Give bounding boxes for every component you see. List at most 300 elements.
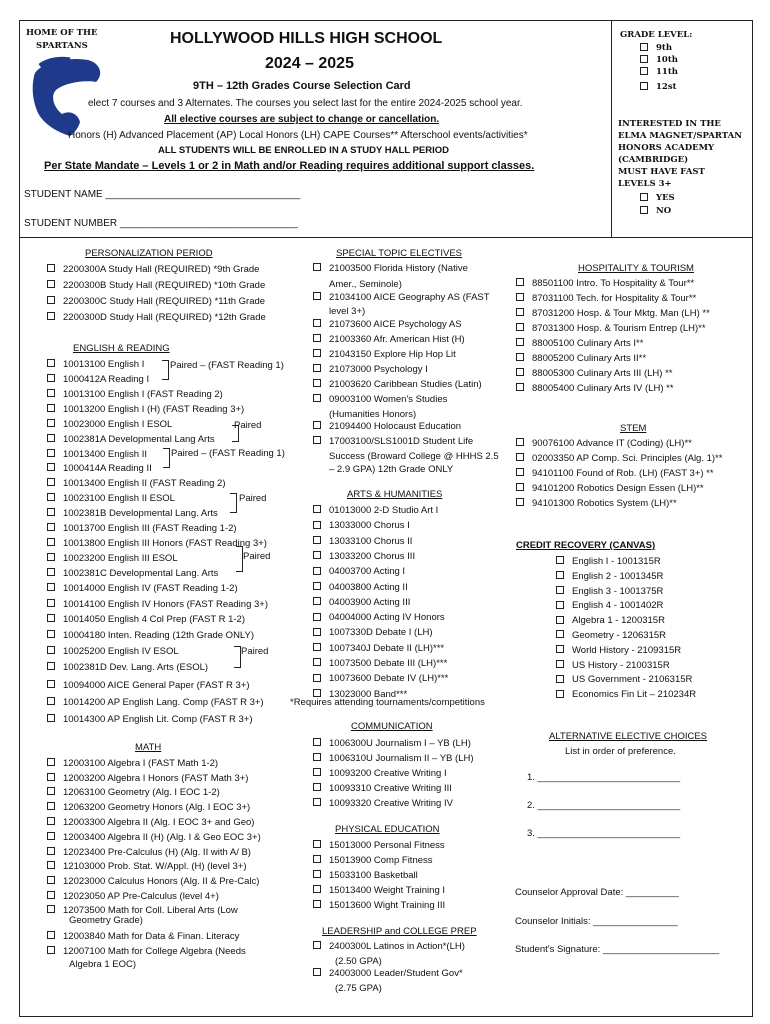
course-label: 10093200 Creative Writing I bbox=[329, 768, 447, 779]
english-course-item[interactable] bbox=[47, 680, 250, 691]
course-label: 1002381B Developmental Lang. Arts bbox=[63, 508, 218, 519]
credit-recovery-item[interactable] bbox=[556, 556, 661, 567]
checkbox-icon bbox=[47, 599, 55, 607]
special-topic-item bbox=[313, 279, 402, 290]
checkbox-icon bbox=[313, 521, 321, 529]
paired-note: Paired bbox=[239, 493, 267, 504]
special-topic-item[interactable] bbox=[313, 364, 428, 375]
checkbox-icon bbox=[313, 885, 321, 893]
hospitality-title: HOSPITALITY & TOURISM bbox=[578, 263, 694, 274]
magnet-interest-text bbox=[618, 118, 742, 190]
instructions-5: Per State Mandate – Levels 1 or 2 in Math and/or Reading requires additional support classes. bbox=[44, 160, 535, 172]
hospitality-course-item[interactable] bbox=[516, 383, 674, 394]
course-label: English 2 - 1001345R bbox=[572, 570, 664, 582]
instructions-1: elect 7 courses and 3 Alternates. The courses you select last for the entire 2024-2025 school year. bbox=[88, 98, 523, 109]
course-label: 88501100 Intro. To Hospitality & Tour** bbox=[532, 278, 695, 289]
paired-note: Paired bbox=[234, 420, 262, 431]
checkbox-icon bbox=[313, 421, 321, 429]
leadership-title: LEADERSHIP and COLLEGE PREP bbox=[322, 926, 477, 937]
checkbox-icon bbox=[313, 643, 321, 651]
checkbox-icon bbox=[47, 630, 55, 638]
interest-no[interactable]: NO bbox=[640, 206, 671, 216]
paired-bracket bbox=[230, 493, 237, 513]
english-course-item[interactable] bbox=[47, 538, 267, 549]
course-label: 13033200 Chorus III bbox=[329, 550, 416, 562]
course-label: level 3+) bbox=[329, 306, 366, 317]
checkbox-icon bbox=[313, 436, 321, 444]
course-label: 1000414A Reading II bbox=[63, 463, 152, 474]
course-label: 1000412A Reading I bbox=[63, 374, 150, 385]
checkbox-icon bbox=[313, 536, 321, 544]
course-label: 2200300B Study Hall (REQUIRED) *10th Grade bbox=[63, 280, 266, 291]
arts-course-item[interactable] bbox=[313, 643, 444, 654]
english-course-item[interactable] bbox=[47, 630, 254, 641]
home-of-spartans: HOME OF THE SPARTANS bbox=[26, 28, 98, 51]
checkbox-icon bbox=[313, 319, 321, 327]
school-name: HOLLYWOOD HILLS HIGH SCHOOL bbox=[170, 30, 443, 47]
course-label: 21094400 Holocaust Education bbox=[329, 421, 462, 432]
checkbox-icon bbox=[640, 206, 648, 214]
hospitality-course-item[interactable] bbox=[516, 368, 672, 379]
grade-option[interactable]: 11th bbox=[640, 67, 678, 77]
arts-course-item[interactable] bbox=[313, 520, 410, 531]
checkbox-icon bbox=[47, 697, 55, 705]
english-course-item[interactable] bbox=[47, 478, 225, 489]
course-label: 88005400 Culinary Arts IV (LH) ** bbox=[532, 383, 674, 394]
arts-course-item[interactable] bbox=[313, 536, 412, 547]
arts-title: ARTS & HUMANITIES bbox=[347, 489, 443, 500]
special-topic-item[interactable] bbox=[313, 334, 465, 345]
checkbox-icon bbox=[516, 483, 524, 491]
checkbox-icon bbox=[313, 628, 321, 636]
course-label: English 3 - 1001375R bbox=[572, 585, 664, 597]
communication-title: COMMUNICATION bbox=[351, 721, 433, 732]
english-course-item[interactable] bbox=[47, 463, 152, 474]
course-label: 21034100 AICE Geography AS (FAST bbox=[329, 292, 490, 303]
student-signature[interactable]: Student's Signature: ______________________ bbox=[515, 944, 720, 955]
course-label: 10013100 English I bbox=[63, 359, 145, 370]
checkbox-icon bbox=[640, 67, 648, 75]
stem-course-item[interactable] bbox=[516, 468, 714, 479]
checkbox-icon bbox=[313, 658, 321, 666]
special-topic-item[interactable] bbox=[313, 436, 473, 447]
checkbox-icon bbox=[47, 478, 55, 486]
checkbox-icon bbox=[516, 368, 524, 376]
credit-recovery-item[interactable] bbox=[556, 674, 692, 685]
english-course-item[interactable] bbox=[47, 553, 178, 564]
checkbox-icon bbox=[313, 753, 321, 761]
checkbox-icon bbox=[47, 312, 55, 320]
course-label: 10023000 English I ESOL bbox=[63, 419, 173, 430]
course-label: 21003360 Afr. American Hist (H) bbox=[329, 334, 465, 345]
math-course-item[interactable] bbox=[47, 876, 259, 887]
course-label: 10013400 English II (FAST Reading 2) bbox=[63, 478, 226, 489]
course-label: 15013900 Comp Fitness bbox=[329, 855, 433, 866]
checkbox-icon bbox=[47, 463, 55, 471]
course-label: 94101300 Robotics System (LH)** bbox=[532, 498, 677, 509]
pe-course-item[interactable] bbox=[313, 855, 433, 866]
checkbox-icon bbox=[556, 690, 564, 698]
interest-line: ELMA MAGNET/SPARTAN bbox=[618, 131, 743, 141]
checkbox-icon bbox=[516, 293, 524, 301]
special-topic-item[interactable] bbox=[313, 379, 482, 390]
special-topic-item bbox=[313, 409, 416, 420]
hospitality-course-item[interactable] bbox=[516, 308, 710, 319]
course-label: 09003100 Women's Studies bbox=[329, 394, 448, 405]
alternative-choice-field[interactable]: 3. ___________________________ bbox=[527, 828, 681, 839]
checkbox-icon bbox=[47, 646, 55, 654]
course-label: Economics Fin Lit – 210234R bbox=[572, 689, 697, 701]
math-course-item[interactable] bbox=[47, 891, 219, 902]
special-topic-item[interactable] bbox=[313, 292, 490, 303]
study-hall-item[interactable] bbox=[47, 296, 265, 307]
math-course-item[interactable] bbox=[47, 847, 251, 858]
course-label: 13033100 Chorus II bbox=[329, 535, 413, 547]
credit-recovery-item[interactable] bbox=[556, 586, 663, 597]
leadership-item[interactable]: 24003000 Leader/Student Gov* bbox=[313, 968, 463, 979]
paired-note: Paired – (FAST Reading 1) bbox=[170, 360, 284, 371]
course-label: 88005300 Culinary Arts III (LH) ** bbox=[532, 368, 673, 379]
instructions-3: Honors (H) Advanced Placement (AP) Local Honors (LH) CAPE Courses** Afterschool events/activities* bbox=[68, 130, 528, 141]
counselor-initials[interactable]: Counselor Initials: ________________ bbox=[515, 916, 678, 927]
course-label: 10013400 English II bbox=[63, 449, 147, 460]
english-course-item[interactable] bbox=[47, 374, 149, 385]
leadership-item[interactable]: 2400300L Latinos in Action*(LH) bbox=[313, 941, 465, 952]
checkbox-icon bbox=[313, 900, 321, 908]
arts-note: *Requires attending tournaments/competitions bbox=[290, 697, 485, 708]
arts-course-item[interactable] bbox=[313, 566, 405, 577]
course-label: 10013200 English I (H) (FAST Reading 3+) bbox=[63, 404, 245, 415]
course-label: 10013100 English I (FAST Reading 2) bbox=[63, 389, 223, 400]
course-label: 94101200 Robotics Design Essen (LH)** bbox=[532, 483, 704, 494]
english-course-item[interactable] bbox=[47, 493, 175, 504]
hospitality-course-item[interactable] bbox=[516, 353, 646, 364]
checkbox-icon bbox=[516, 323, 524, 331]
english-course-item[interactable] bbox=[47, 697, 264, 708]
course-label: 10013800 English III Honors (FAST Reading 3+) bbox=[63, 538, 267, 549]
checkbox-icon bbox=[640, 193, 648, 201]
interest-line: LEVELS 3+ bbox=[618, 179, 672, 189]
checkbox-icon bbox=[47, 832, 55, 840]
checkbox-icon bbox=[47, 614, 55, 622]
hospitality-course-item[interactable] bbox=[516, 338, 643, 349]
checkbox-icon bbox=[47, 493, 55, 501]
checkbox-icon bbox=[47, 847, 55, 855]
course-label: 10014200 AP English Lang. Comp (FAST R 3+) bbox=[63, 697, 264, 708]
course-label: 10014300 AP English Lit. Comp (FAST R 3+) bbox=[63, 714, 253, 725]
math-course-item[interactable] bbox=[47, 758, 218, 769]
english-course-item[interactable] bbox=[47, 419, 172, 430]
course-label: 15013000 Personal Fitness bbox=[329, 840, 445, 851]
english-course-item[interactable] bbox=[47, 523, 237, 534]
checkbox-icon bbox=[47, 662, 55, 670]
checkbox-icon bbox=[47, 568, 55, 576]
checkbox-icon bbox=[556, 675, 564, 683]
checkbox-icon bbox=[47, 861, 55, 869]
english-course-item[interactable] bbox=[47, 389, 223, 400]
english-course-item[interactable] bbox=[47, 359, 144, 370]
english-course-item[interactable] bbox=[47, 568, 218, 579]
special-topic-item[interactable] bbox=[313, 319, 462, 330]
checkbox-icon bbox=[47, 758, 55, 766]
course-label: 12023000 Calculus Honors (Alg. II & Pre-Calc) bbox=[63, 876, 260, 887]
english-course-item[interactable] bbox=[47, 508, 218, 519]
math-course-item[interactable] bbox=[47, 946, 246, 957]
course-label: 01013000 2-D Studio Art I bbox=[329, 505, 439, 516]
course-label: 1002381A Developmental Lang Arts bbox=[63, 434, 215, 445]
checkbox-icon bbox=[47, 404, 55, 412]
math-title: MATH bbox=[135, 742, 162, 753]
grade-level-options bbox=[640, 43, 678, 94]
credit-recovery-item[interactable] bbox=[556, 615, 665, 626]
study-hall-item[interactable] bbox=[47, 280, 265, 291]
course-label: 12003400 Algebra II (H) (Alg. I & Geo EOC 3+) bbox=[63, 832, 261, 843]
course-label: 04003800 Acting II bbox=[329, 581, 408, 593]
course-label: 21003500 Florida History (Native bbox=[329, 263, 468, 274]
pe-course-item[interactable] bbox=[313, 870, 418, 881]
course-label: 13023000 Band*** bbox=[329, 688, 408, 700]
interest-line: MUST HAVE FAST bbox=[618, 167, 705, 177]
english-course-item[interactable] bbox=[47, 434, 215, 445]
course-label: 2200300A Study Hall (REQUIRED) *9th Grade bbox=[63, 264, 260, 275]
checkbox-icon bbox=[556, 571, 564, 579]
english-course-item[interactable] bbox=[47, 662, 208, 673]
course-label: US History - 2100315R bbox=[572, 659, 670, 671]
course-label: 10025200 English IV ESOL bbox=[63, 646, 179, 657]
course-label: 10014000 English IV (FAST Reading 1-2) bbox=[63, 583, 238, 594]
course-label: 88005200 Culinary Arts II** bbox=[532, 353, 647, 364]
credit-recovery-item[interactable] bbox=[556, 645, 681, 656]
paired-bracket bbox=[234, 646, 241, 668]
course-label: 12007100 Math for College Algebra (Needs bbox=[63, 946, 246, 957]
math-course-item[interactable] bbox=[47, 861, 247, 872]
credit-recovery-item[interactable] bbox=[556, 689, 696, 700]
course-label: English I - 1001315R bbox=[572, 556, 661, 567]
math-continuation: Algebra 1 EOC) bbox=[69, 959, 137, 970]
checkbox-icon bbox=[47, 946, 55, 954]
checkbox-icon bbox=[47, 449, 55, 457]
checkbox-icon bbox=[640, 82, 648, 90]
checkbox-icon bbox=[313, 263, 321, 271]
checkbox-icon bbox=[313, 674, 321, 682]
checkbox-icon bbox=[313, 379, 321, 387]
hospitality-course-item[interactable] bbox=[516, 293, 696, 304]
course-label: 10004180 Inten. Reading (12th Grade ONLY) bbox=[63, 630, 255, 641]
checkbox-icon bbox=[556, 660, 564, 668]
checkbox-icon bbox=[47, 787, 55, 795]
arts-course-item[interactable] bbox=[313, 627, 433, 638]
paired-bracket bbox=[236, 546, 243, 572]
instructions-2: All elective courses are subject to change or cancellation. bbox=[164, 114, 440, 125]
course-label: 15013400 Weight Training I bbox=[329, 885, 446, 896]
english-course-item[interactable] bbox=[47, 646, 179, 657]
credit-recovery-item[interactable] bbox=[556, 600, 663, 611]
hospitality-course-item[interactable] bbox=[516, 323, 706, 334]
course-label: Geometry - 1206315R bbox=[572, 630, 666, 641]
checkbox-icon bbox=[556, 630, 564, 638]
study-hall-item[interactable] bbox=[47, 312, 266, 323]
checkbox-icon bbox=[556, 586, 564, 594]
checkbox-icon bbox=[47, 773, 55, 781]
checkbox-icon bbox=[313, 567, 321, 575]
stem-title: STEM bbox=[620, 423, 647, 434]
alternative-choice-field[interactable]: 1. ___________________________ bbox=[527, 772, 681, 783]
checkbox-icon bbox=[516, 308, 524, 316]
study-hall-item[interactable] bbox=[47, 264, 259, 275]
course-label: World History - 2109315R bbox=[572, 644, 682, 656]
english-course-item[interactable] bbox=[47, 614, 245, 625]
credit-recovery-item[interactable] bbox=[556, 630, 666, 641]
checkbox-icon bbox=[47, 714, 55, 722]
course-label: 10023100 English II ESOL bbox=[63, 493, 175, 504]
stem-course-item[interactable] bbox=[516, 498, 677, 509]
special-topic-item[interactable] bbox=[313, 263, 468, 274]
stem-course-item[interactable] bbox=[516, 483, 704, 494]
alternative-choice-field[interactable]: 2. ___________________________ bbox=[527, 800, 681, 811]
checkbox-icon bbox=[47, 264, 55, 272]
course-label: 1002381C Developmental Lang. Arts bbox=[63, 568, 219, 579]
pe-course-item[interactable] bbox=[313, 840, 445, 851]
grade-option[interactable]: 9th bbox=[640, 43, 678, 53]
special-topic-item[interactable] bbox=[313, 394, 447, 405]
checkbox-icon bbox=[47, 523, 55, 531]
pe-course-item[interactable] bbox=[313, 885, 445, 896]
checkbox-icon bbox=[313, 689, 321, 697]
interest-line: (CAMBRIDGE) bbox=[618, 155, 689, 165]
course-label: 10014050 English 4 Col Prep (FAST R 1-2) bbox=[63, 614, 246, 625]
leadership-gpa: (2.75 GPA) bbox=[335, 983, 382, 994]
english-course-item[interactable] bbox=[47, 583, 238, 594]
course-label: 87031300 Hosp. & Tourism Entrep (LH)** bbox=[532, 323, 706, 334]
math-course-item[interactable] bbox=[47, 931, 239, 942]
checkbox-icon bbox=[47, 876, 55, 884]
course-label: 10093320 Creative Writing IV bbox=[329, 798, 453, 809]
arts-course-item[interactable] bbox=[313, 612, 445, 623]
communication-course-item[interactable] bbox=[313, 798, 453, 809]
checkbox-icon bbox=[313, 597, 321, 605]
checkbox-icon bbox=[313, 968, 321, 976]
math-continuation: Geometry Grade) bbox=[69, 915, 143, 926]
course-label: 21073000 Psychology I bbox=[329, 364, 428, 375]
communication-course-item[interactable] bbox=[313, 783, 452, 794]
credit-recovery-item[interactable] bbox=[556, 660, 670, 671]
math-course-item[interactable] bbox=[47, 832, 261, 843]
course-label: 12073500 Math for Coll. Liberal Arts (Low bbox=[63, 905, 238, 916]
checkbox-icon bbox=[516, 498, 524, 506]
checkbox-icon bbox=[313, 941, 321, 949]
header-divider bbox=[19, 237, 752, 238]
checkbox-icon bbox=[313, 505, 321, 513]
checkbox-icon bbox=[47, 905, 55, 913]
arts-course-item[interactable] bbox=[313, 505, 438, 516]
checkbox-icon bbox=[313, 334, 321, 342]
english-course-item[interactable] bbox=[47, 599, 268, 610]
special-topic-item[interactable] bbox=[313, 349, 456, 360]
arts-course-item[interactable] bbox=[313, 597, 410, 608]
english-course-item[interactable] bbox=[47, 449, 147, 460]
credit-recovery-title: CREDIT RECOVERY (CANVAS) bbox=[516, 540, 656, 551]
card-title: 9TH – 12th Grades Course Selection Card bbox=[193, 80, 411, 92]
course-label: 12003100 Algebra I (FAST Math 1-2) bbox=[63, 758, 219, 769]
hospitality-course-item[interactable] bbox=[516, 278, 694, 289]
course-label: 21003620 Caribbean Studies (Latin) bbox=[329, 379, 482, 390]
paired-note: Paired – (FAST Reading 1) bbox=[171, 448, 285, 459]
english-course-item[interactable] bbox=[47, 714, 253, 725]
course-label: Algebra 1 - 1200315R bbox=[572, 615, 665, 627]
grade-option[interactable]: 12st bbox=[640, 82, 678, 92]
math-course-item[interactable] bbox=[47, 802, 250, 813]
course-label: Amer., Seminole) bbox=[329, 279, 402, 290]
interest-line: HONORS ACADEMY bbox=[618, 143, 715, 153]
paired-note: Paired bbox=[241, 646, 269, 657]
checkbox-icon bbox=[313, 292, 321, 300]
arts-course-item[interactable] bbox=[313, 551, 415, 562]
course-label: 10023200 English III ESOL bbox=[63, 553, 178, 564]
interest-yes[interactable]: YES bbox=[640, 193, 675, 203]
checkbox-icon bbox=[313, 551, 321, 559]
math-course-item[interactable] bbox=[47, 787, 220, 798]
arts-course-item[interactable] bbox=[313, 582, 408, 593]
english-course-item[interactable] bbox=[47, 404, 244, 415]
checkbox-icon bbox=[313, 364, 321, 372]
special-topic-item bbox=[313, 451, 499, 462]
checkbox-icon bbox=[313, 840, 321, 848]
course-label: 21043150 Explore Hip Hop Lit bbox=[329, 349, 456, 360]
checkbox-icon bbox=[313, 613, 321, 621]
student-number-field[interactable]: STUDENT NUMBER ________________________________ bbox=[24, 218, 298, 229]
communication-course-item[interactable] bbox=[313, 768, 447, 779]
checkbox-icon bbox=[47, 802, 55, 810]
grade-option[interactable]: 10th bbox=[640, 55, 678, 65]
checkbox-icon bbox=[516, 453, 524, 461]
grade-level-title: GRADE LEVEL: bbox=[620, 30, 693, 40]
arts-course-item[interactable] bbox=[313, 673, 448, 684]
personalization-title: PERSONALIZATION PERIOD bbox=[85, 248, 213, 259]
course-label: 10093310 Creative Writing III bbox=[329, 783, 452, 794]
course-label: 04003900 Acting III bbox=[329, 596, 411, 608]
stem-course-item[interactable] bbox=[516, 453, 722, 464]
student-name-field[interactable]: STUDENT NAME ___________________________________ bbox=[24, 189, 301, 200]
checkbox-icon bbox=[516, 278, 524, 286]
course-label: 04003700 Acting I bbox=[329, 566, 406, 578]
credit-recovery-item[interactable] bbox=[556, 571, 663, 582]
sidebar-divider bbox=[611, 20, 612, 237]
checkbox-icon bbox=[640, 43, 648, 51]
course-label: – 2.9 GPA) 12th Grade ONLY bbox=[329, 464, 454, 475]
course-label: 12063200 Geometry Honors (Alg. I EOC 3+) bbox=[63, 802, 251, 813]
pe-course-item[interactable] bbox=[313, 900, 445, 911]
communication-course-item[interactable] bbox=[313, 753, 474, 764]
communication-course-item[interactable] bbox=[313, 738, 471, 749]
checkbox-icon bbox=[47, 359, 55, 367]
course-label: 02003350 AP Comp. Sci. Principles (Alg. 1)** bbox=[532, 453, 723, 464]
checkbox-icon bbox=[47, 296, 55, 304]
checkbox-icon bbox=[313, 738, 321, 746]
checkbox-icon bbox=[516, 438, 524, 446]
stem-course-item[interactable] bbox=[516, 438, 692, 449]
checkbox-icon bbox=[556, 645, 564, 653]
counselor-approval-date[interactable]: Counselor Approval Date: __________ bbox=[515, 887, 679, 898]
checkbox-icon bbox=[556, 616, 564, 624]
arts-course-item[interactable] bbox=[313, 658, 447, 669]
math-course-item[interactable] bbox=[47, 773, 248, 784]
course-label: 2200300D Study Hall (REQUIRED) *12th Grade bbox=[63, 312, 266, 323]
checkbox-icon bbox=[313, 768, 321, 776]
special-topic-item[interactable] bbox=[313, 421, 461, 432]
course-label: 15013600 Wight Training III bbox=[329, 900, 446, 911]
math-course-item[interactable] bbox=[47, 817, 254, 828]
checkbox-icon bbox=[313, 349, 321, 357]
